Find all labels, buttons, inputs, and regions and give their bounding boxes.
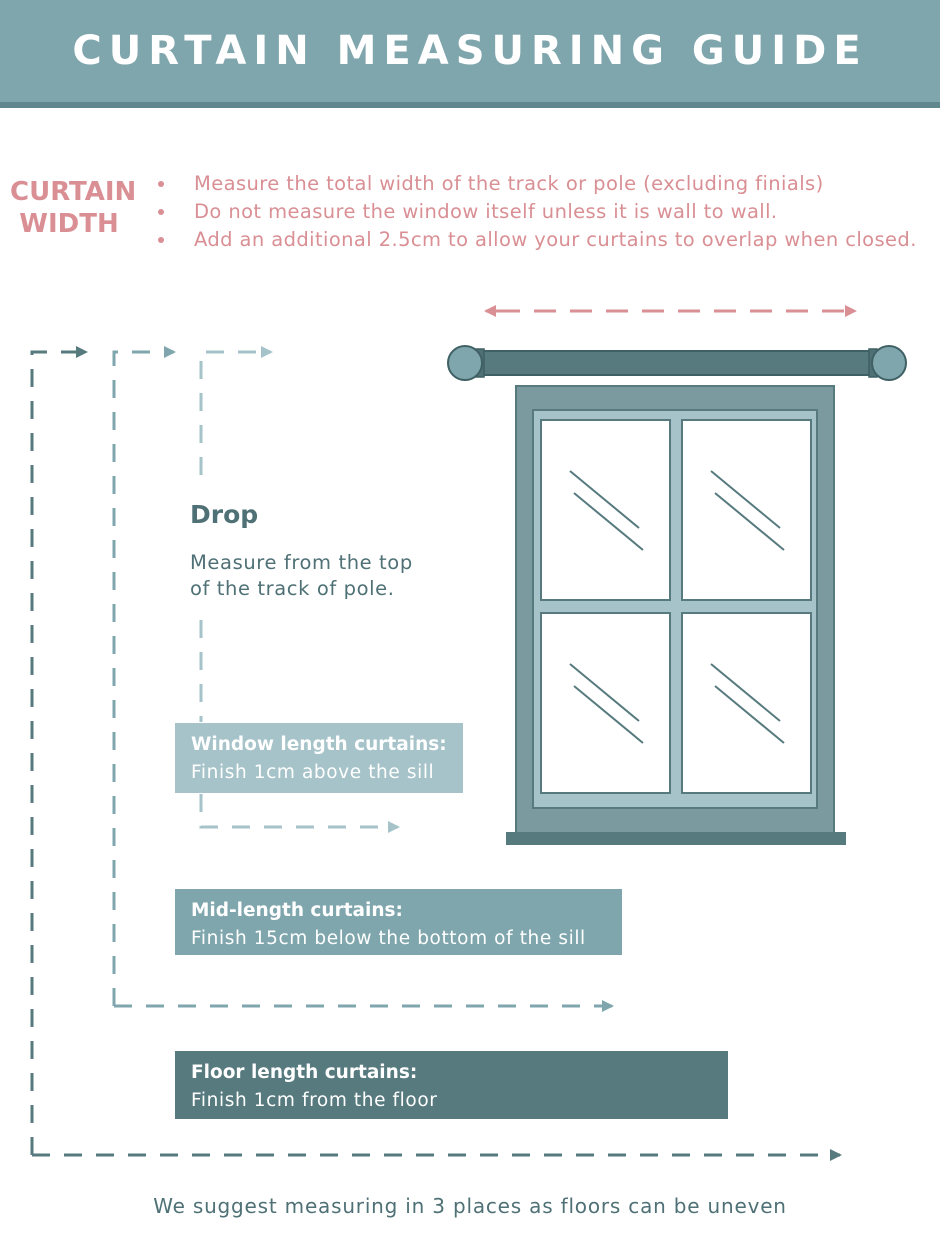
mid-length-box [175, 889, 622, 955]
drop-title: Drop [190, 500, 259, 529]
mid-length-title: Mid-length curtains: [191, 900, 403, 921]
window-length-title: Window length curtains: [191, 734, 447, 755]
window-pane [541, 613, 670, 793]
floor-length-guide [32, 352, 86, 1155]
floor-length-desc: Finish 1cm from the floor [191, 1090, 438, 1111]
window-pane [541, 420, 670, 600]
bullet-item: Add an additional 2.5cm to allow your curtains to overlap when closed. [158, 226, 917, 254]
left-finial [448, 346, 482, 380]
drop-description [190, 550, 450, 602]
window-length-guide-top [201, 352, 271, 475]
window-length-arrow [201, 794, 398, 827]
mid-length-guide [114, 352, 174, 1006]
drop-line2: of the track of pole. [190, 577, 395, 600]
window-length-desc: Finish 1cm above the sill [191, 762, 435, 783]
curtain-width-heading-line2: WIDTH [19, 209, 119, 239]
page-title: CURTAIN MEASURING GUIDE [72, 28, 868, 74]
mid-length-desc: Finish 15cm below the bottom of the sill [191, 928, 586, 949]
window-pane [682, 420, 811, 600]
right-finial [872, 346, 906, 380]
window-pane [682, 613, 811, 793]
width-arrow [484, 305, 855, 317]
floor-length-title: Floor length curtains: [191, 1062, 418, 1083]
bullet-item: Do not measure the window itself unless it is wall to wall. [158, 198, 917, 226]
curtain-width-heading-line1: CURTAIN [10, 177, 137, 207]
footer-note: We suggest measuring in 3 places as floors can be uneven [153, 1194, 787, 1218]
window-length-box [175, 723, 463, 793]
drop-line1: Measure from the top [190, 551, 413, 574]
window-illustration [506, 386, 846, 845]
floor-length-box [175, 1051, 728, 1119]
window-sill [506, 832, 846, 845]
curtain-pole [448, 346, 906, 380]
bullet-item: Measure the total width of the track or pole (excluding finials) [158, 170, 917, 198]
